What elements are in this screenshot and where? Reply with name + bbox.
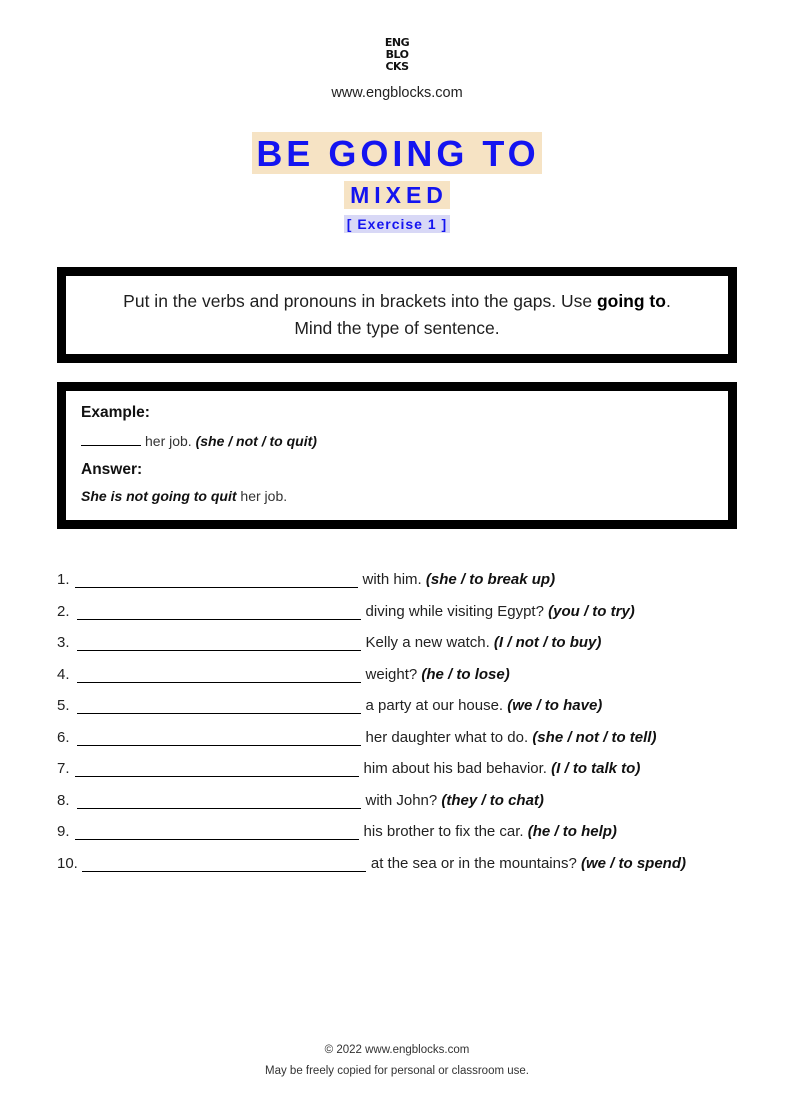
engblocks-logo (0, 37, 794, 73)
example-sentence-text: her job. (145, 433, 192, 449)
exercise-item (57, 598, 635, 620)
item-number: 9. (57, 823, 70, 840)
exercise-item (57, 566, 555, 588)
example-answer (81, 488, 287, 504)
item-number: 7. (57, 760, 70, 777)
item-hint: (she / not / to tell) (532, 729, 657, 746)
item-hint: (he / to lose) (421, 666, 510, 683)
item-hint: (she / to break up) (425, 571, 556, 588)
item-text: at the sea or in the mountains? (we / to spend) (370, 855, 686, 872)
item-number: 10. (57, 855, 78, 872)
exercise-item (57, 661, 510, 683)
item-text: her daughter what to do. (she / not / to tell) (365, 729, 657, 746)
instructions-part1: Put in the verbs and pronouns in brackets into the gaps. Use (123, 291, 597, 311)
exercise-item (57, 755, 640, 777)
answer-gap[interactable] (75, 571, 358, 588)
item-number: 1. (57, 571, 70, 588)
example-hint: (she / not / to quit) (195, 433, 317, 449)
answer-gap[interactable] (77, 603, 361, 620)
item-hint: (they / to chat) (441, 792, 544, 809)
item-number: 6. (57, 729, 70, 746)
answer-gap[interactable] (77, 729, 361, 746)
instructions-text (66, 276, 728, 342)
example-blank (81, 434, 141, 446)
item-hint: (we / to have) (507, 697, 603, 714)
item-text: with John? (they / to chat) (365, 792, 544, 809)
example-box (57, 382, 737, 529)
answer-rest: her job. (240, 488, 288, 504)
example-sentence (81, 433, 317, 449)
item-number: 3. (57, 634, 70, 651)
item-number: 2. (57, 603, 70, 620)
exercise-item (57, 692, 602, 714)
item-text: with him. (she / to break up) (362, 571, 556, 588)
item-hint: (you / to try) (548, 603, 635, 620)
answer-gap[interactable] (77, 697, 361, 714)
exercise-item (57, 818, 617, 840)
answer-gap[interactable] (77, 666, 361, 683)
answer-bold: She is not going to quit (81, 488, 237, 504)
answer-label: Answer: (81, 461, 143, 478)
item-text: a party at our house. (we / to have) (365, 697, 603, 714)
footer-copyright: © 2022 www.engblocks.com (324, 1044, 470, 1056)
item-hint: (I / not / to buy) (493, 634, 602, 651)
example-label: Example: (81, 404, 150, 421)
logo-line-2: BLO (385, 48, 409, 61)
instructions-line2: Mind the type of sentence. (294, 318, 500, 338)
page-title: BE GOING TO (252, 132, 541, 174)
site-url: www.engblocks.com (331, 85, 463, 101)
answer-gap[interactable] (77, 792, 361, 809)
footer-note: May be freely copied for personal or classroom use. (265, 1065, 529, 1077)
item-hint: (we / to spend) (581, 855, 686, 872)
exercise-item (57, 724, 656, 746)
item-text: him about his bad behavior. (I / to talk to) (363, 760, 641, 777)
exercise-item (57, 850, 686, 872)
exercise-item (57, 787, 544, 809)
logo-line-3: CKS (385, 60, 409, 73)
answer-gap[interactable] (82, 855, 366, 872)
item-number: 8. (57, 792, 70, 809)
item-number: 4. (57, 666, 70, 683)
item-hint: (he / to help) (527, 823, 617, 840)
item-text: Kelly a new watch. (I / not / to buy) (365, 634, 602, 651)
instructions-bold: going to (596, 291, 666, 311)
exercise-item (57, 629, 601, 651)
page-subtitle: MIXED (344, 181, 450, 209)
answer-gap[interactable] (77, 634, 361, 651)
exercise-label: [ Exercise 1 ] (344, 215, 450, 233)
item-hint: (I / to talk to) (551, 760, 641, 777)
item-number: 5. (57, 697, 70, 714)
instructions-box (57, 267, 737, 363)
item-text: his brother to fix the car. (he / to help) (363, 823, 617, 840)
logo-line-1: ENG (384, 36, 410, 49)
item-text: weight? (he / to lose) (365, 666, 510, 683)
answer-gap[interactable] (75, 760, 359, 777)
item-text: diving while visiting Egypt? (you / to try) (365, 603, 635, 620)
instructions-part2: . (665, 291, 671, 311)
answer-gap[interactable] (75, 823, 359, 840)
